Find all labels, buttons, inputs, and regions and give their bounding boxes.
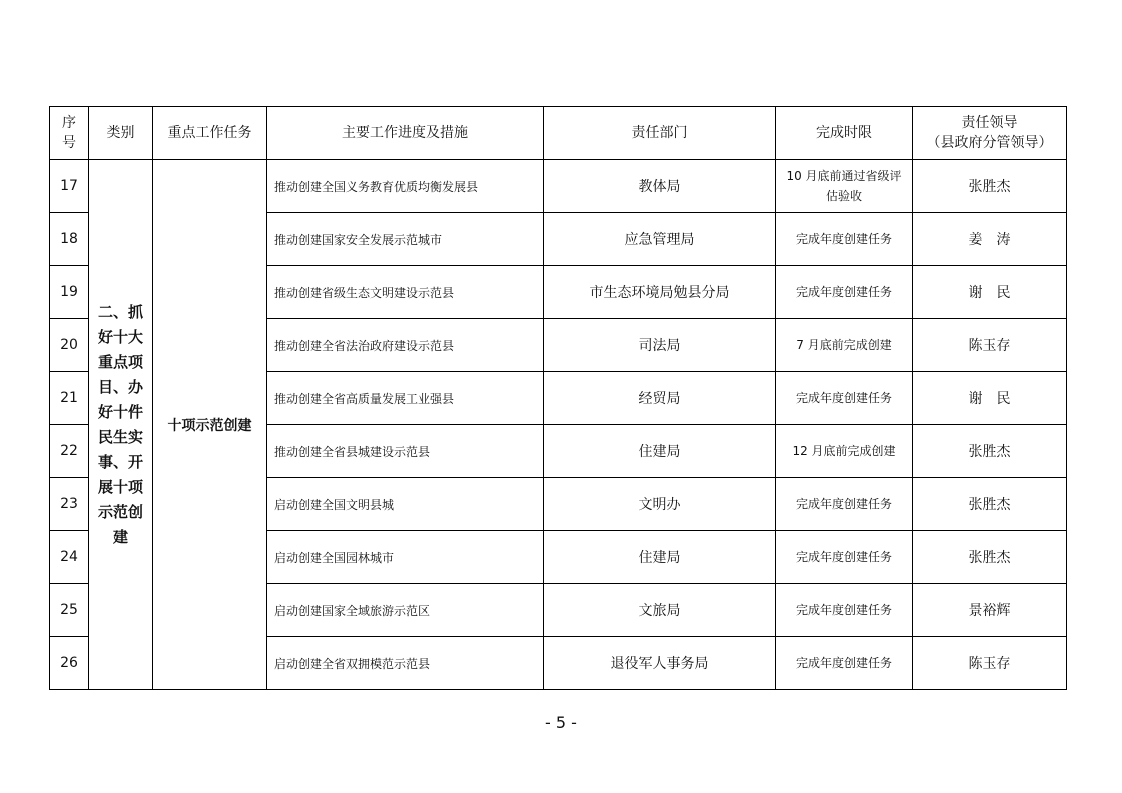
row-department: 应急管理局 [544,213,776,266]
row-department: 经贸局 [544,372,776,425]
table-row [50,160,1067,213]
page-number: - 5 - [545,713,577,732]
row-leader: 陈玉存 [913,319,1067,372]
row-seq: 22 [50,425,89,478]
row-task: 推动创建国家安全发展示范城市 [267,213,544,266]
row-department: 市生态环境局勉县分局 [544,266,776,319]
row-leader: 姜 涛 [913,213,1067,266]
row-leader: 谢 民 [913,266,1067,319]
row-department: 司法局 [544,319,776,372]
category-text: 二、抓好十大重点项目、办好十件民生实事、开展十项示范创建 [97,302,143,546]
row-department: 退役军人事务局 [544,637,776,690]
row-deadline: 完成年度创建任务 [776,531,913,584]
table-header-row [50,107,1067,160]
key-task-cell: 十项示范创建 [153,160,267,690]
row-task: 推动创建全国义务教育优质均衡发展县 [267,160,544,213]
row-leader: 景裕辉 [913,584,1067,637]
row-deadline: 完成年度创建任务 [776,584,913,637]
row-deadline: 完成年度创建任务 [776,266,913,319]
header-key-task: 重点工作任务 [153,107,267,160]
row-task: 启动创建全省双拥模范示范县 [267,637,544,690]
row-task: 启动创建国家全域旅游示范区 [267,584,544,637]
header-seq-line2: 号 [62,135,76,151]
row-deadline: 完成年度创建任务 [776,372,913,425]
row-task: 推动创建全省法治政府建设示范县 [267,319,544,372]
row-leader: 陈玉存 [913,637,1067,690]
header-leader-line2: （县政府分管领导） [926,135,1053,151]
header-seq-line1: 序 [62,115,76,131]
header-category: 类别 [89,107,153,160]
row-seq: 26 [50,637,89,690]
row-deadline: 完成年度创建任务 [776,478,913,531]
row-seq: 20 [50,319,89,372]
row-deadline [776,160,913,213]
row-seq: 17 [50,160,89,213]
row-seq: 21 [50,372,89,425]
header-leader [913,107,1067,160]
row-deadline-text: 10 月底前通过省级评估验收 [786,169,902,203]
row-leader: 张胜杰 [913,531,1067,584]
row-task: 推动创建全省县城建设示范县 [267,425,544,478]
row-leader: 张胜杰 [913,478,1067,531]
row-leader: 张胜杰 [913,425,1067,478]
header-leader-line1: 责任领导 [961,115,1018,131]
row-seq: 24 [50,531,89,584]
header-department: 责任部门 [544,107,776,160]
row-department: 教体局 [544,160,776,213]
row-leader: 谢 民 [913,372,1067,425]
row-deadline: 12 月底前完成创建 [776,425,913,478]
row-seq: 19 [50,266,89,319]
row-seq: 18 [50,213,89,266]
row-leader: 张胜杰 [913,160,1067,213]
row-department: 住建局 [544,531,776,584]
header-deadline: 完成时限 [776,107,913,160]
row-department: 住建局 [544,425,776,478]
header-measures: 主要工作进度及措施 [267,107,544,160]
header-seq [50,107,89,160]
row-deadline: 完成年度创建任务 [776,213,913,266]
row-task: 启动创建全国文明县城 [267,478,544,531]
row-seq: 25 [50,584,89,637]
row-task: 推动创建全省高质量发展工业强县 [267,372,544,425]
row-deadline: 完成年度创建任务 [776,637,913,690]
row-deadline: 7 月底前完成创建 [776,319,913,372]
work-task-table [49,106,1067,690]
row-seq: 23 [50,478,89,531]
row-department: 文旅局 [544,584,776,637]
row-department: 文明办 [544,478,776,531]
category-cell [89,160,153,690]
row-task: 启动创建全国园林城市 [267,531,544,584]
row-task: 推动创建省级生态文明建设示范县 [267,266,544,319]
